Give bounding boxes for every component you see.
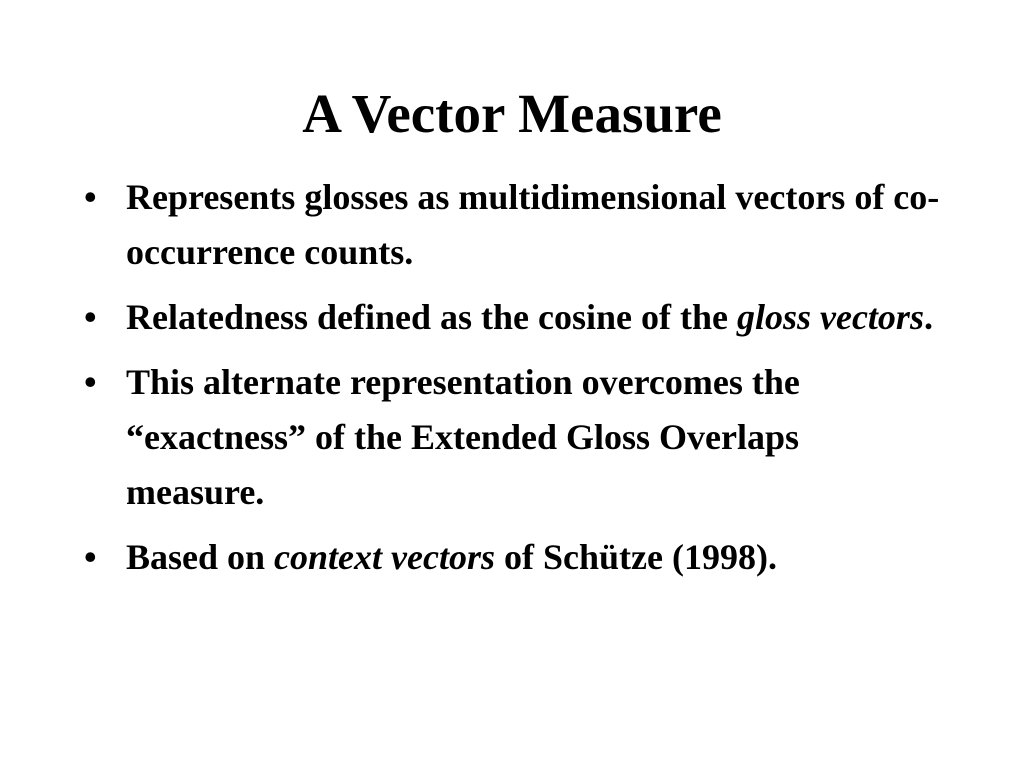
bullet-item-1 [84,170,944,280]
bullet-text: Represents glosses as multidimensional vectors of co-occurrence counts. [126,177,940,272]
bullet-dot-icon: • [84,177,97,217]
bullet-dot-icon: • [84,537,97,577]
bullet-dot-icon: • [84,297,97,337]
slide-title: A Vector Measure [302,83,722,144]
bullet-text-before: Based on [126,537,275,577]
bullet-list [84,170,944,595]
bullet-text-after: . [923,297,933,337]
bullet-text-before: Relatedness defined as the cosine of the [126,297,737,337]
bullet-text: This alternate representation overcomes the “exactness” of the Extended Gloss Overlaps measure. [126,362,800,512]
bullet-text-emphasis: context vectors [274,537,495,577]
bullet-text-emphasis: gloss vectors [736,297,924,337]
bullet-item-3 [84,355,944,520]
bullet-dot-icon: • [84,362,97,402]
bullet-text-after: of Schütze (1998). [495,537,777,577]
bullet-item-4 [84,530,944,585]
bullet-item-2 [84,290,944,345]
